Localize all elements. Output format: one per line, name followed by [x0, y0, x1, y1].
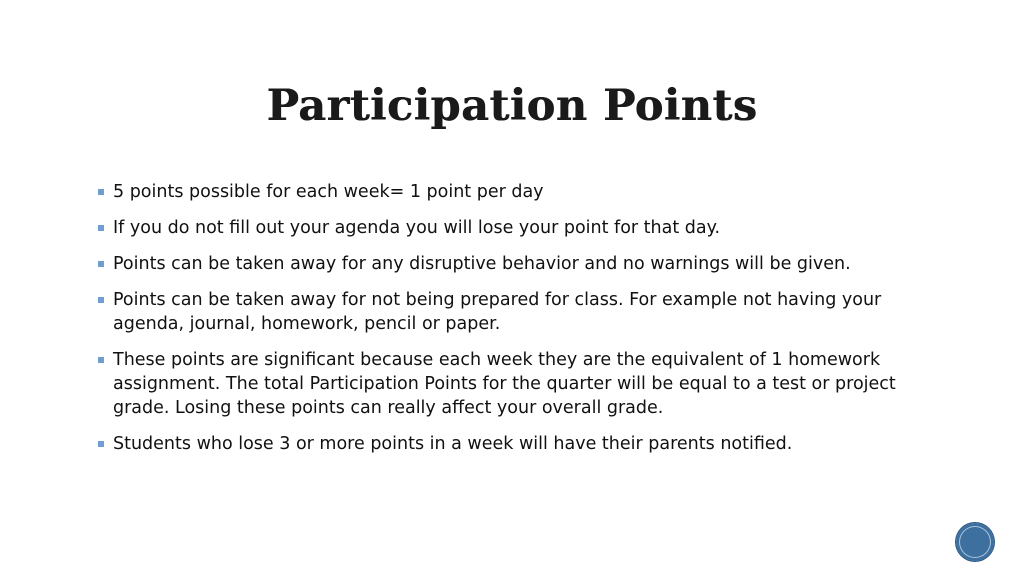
bullet-text: If you do not fill out your agenda you will lose your point for that day. [113, 218, 721, 238]
bullet-item [97, 216, 927, 240]
square-bullet-icon [98, 261, 104, 267]
slide-title: Participation Points [266, 81, 758, 131]
bullet-item [97, 180, 927, 204]
square-bullet-icon [98, 297, 104, 303]
bullet-text: These points are significant because each week they are the equivalent of 1 homework assignment. The total Participation Points for the quarter will be equal to a test or project grade. Losing these points can really affect your overall grade. [113, 350, 896, 418]
bullet-item [97, 288, 927, 336]
square-bullet-icon [98, 189, 104, 195]
bullet-text: Points can be taken away for not being prepared for class. For example not having your agenda, journal, homework, pencil or paper. [113, 290, 882, 334]
bullet-item [97, 348, 927, 420]
bullet-item [97, 432, 927, 456]
slide-number-badge [956, 523, 994, 561]
bullet-item [97, 252, 927, 276]
bullet-text: Students who lose 3 or more points in a week will have their parents notified. [113, 434, 793, 454]
bullet-text: Points can be taken away for any disruptive behavior and no warnings will be given. [113, 254, 851, 274]
square-bullet-icon [98, 441, 104, 447]
square-bullet-icon [98, 225, 104, 231]
bullet-list [97, 180, 927, 468]
bullet-text: 5 points possible for each week= 1 point per day [113, 182, 544, 202]
square-bullet-icon [98, 357, 104, 363]
